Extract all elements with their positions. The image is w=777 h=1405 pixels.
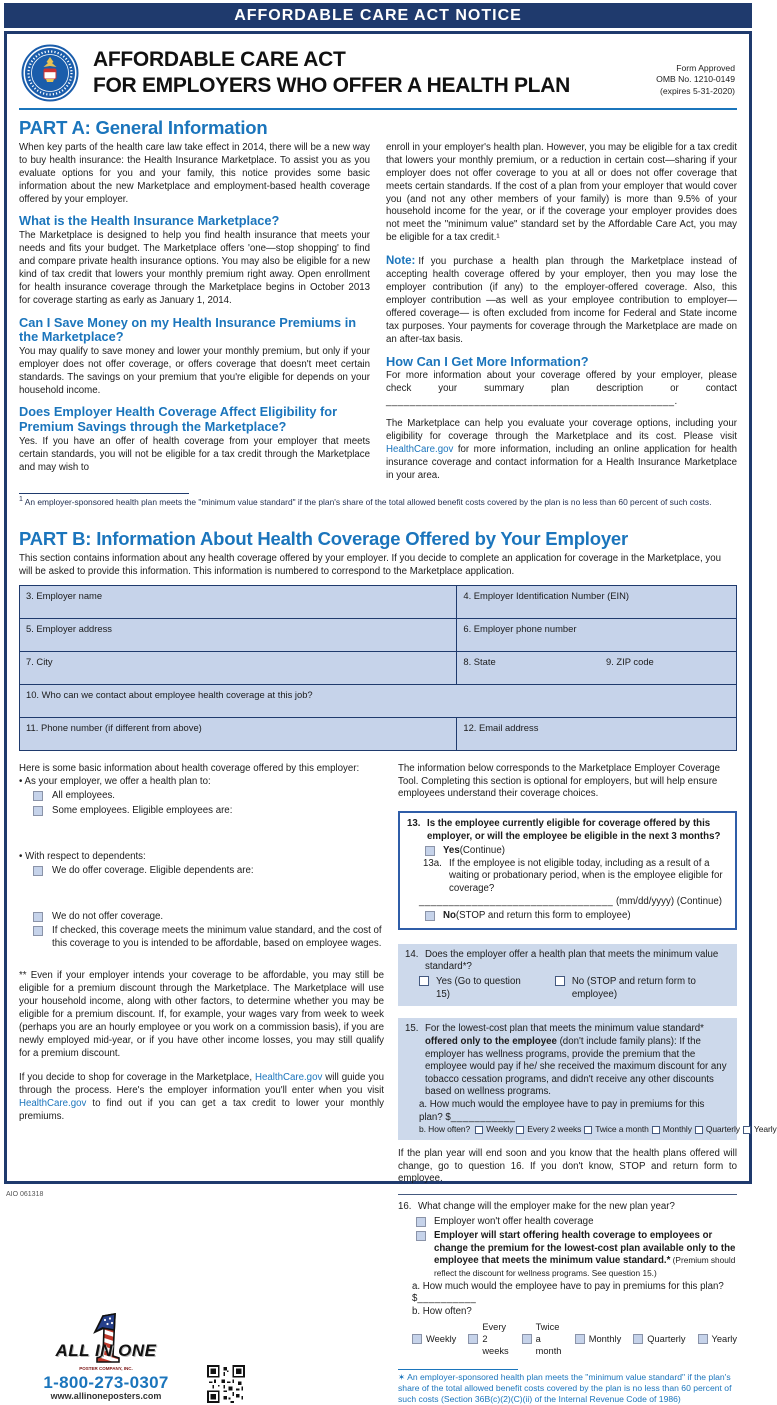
write-in-space[interactable] — [19, 879, 384, 905]
q16-biweekly-label: Every 2 weeks — [482, 1321, 509, 1356]
employer-address-field[interactable]: 5. Employer address — [20, 619, 457, 652]
q15-twice-month-label: Twice a month — [595, 1124, 649, 1135]
option-no-dependent-coverage — [33, 911, 384, 924]
q13-no-rest: (STOP and return this form to employee) — [455, 910, 631, 922]
q13-yes-option — [425, 845, 728, 858]
q13a-date-blank[interactable]: _________________________________ — [418, 895, 614, 907]
state-zip-cell — [457, 652, 737, 685]
q13a-text: If the employee is not eligible today, including as a result of a waiting or probationary period, when is the employee eligible for coverage? — [449, 857, 723, 895]
q15-yearly-label: Yearly — [753, 1124, 777, 1135]
all-employees-label: All employees. — [52, 789, 115, 801]
no-dependent-coverage-checkbox[interactable] — [33, 912, 43, 922]
qr-code-icon — [207, 1365, 245, 1403]
state-field[interactable]: 8. State — [463, 656, 496, 668]
poster-title-line1: AFFORDABLE CARE ACT — [93, 47, 346, 71]
plan-offer-bullet: • As your employer, we offer a health plan to: — [19, 776, 211, 788]
question-15-number: 15. — [405, 1023, 419, 1035]
q15-frequency-row — [419, 1124, 777, 1135]
footnote-rule — [19, 493, 189, 494]
q16-biweekly-checkbox[interactable] — [468, 1334, 478, 1344]
part-a-left-column — [19, 142, 370, 483]
brand-name: ALL IN ONE — [55, 1341, 157, 1361]
table-row — [20, 619, 737, 652]
plan-year-note: If the plan year will end soon and you know that the health plans offered will change, go to question 16. If you don't know, STOP and return form to employee. — [398, 1148, 737, 1185]
shop-text-post: to find out if you can get a tax credit to lower your monthly premiums. — [19, 1098, 384, 1123]
lower-columns — [19, 763, 777, 1405]
q15-weekly-checkbox[interactable] — [475, 1126, 483, 1134]
q16-option-2-bold: Employer will start offering health coverage to employees or change the premium for the lowest-cost plan available only to the employee that meets the minimum value standard.* — [434, 1230, 736, 1267]
q15-premium-blank[interactable]: ___________ — [450, 1111, 516, 1123]
q16-twice-month-option — [522, 1321, 563, 1357]
footnote-rule — [398, 1369, 518, 1370]
zip-field[interactable]: 9. ZIP code — [605, 656, 654, 668]
shop-text-pre: If you decide to shop for coverage in the Marketplace, — [19, 1072, 255, 1084]
option-all-employees — [33, 790, 384, 803]
q16-option-2-label — [434, 1230, 737, 1280]
publisher-logo — [31, 1318, 181, 1403]
footnote-mark: 1 — [19, 495, 23, 503]
q13-yes-bold: Yes — [443, 845, 460, 857]
healthcare-gov-link[interactable]: HealthCare.gov — [254, 1072, 323, 1084]
part-a-footnote — [19, 493, 737, 507]
employer-info-table — [19, 585, 737, 751]
option-dependents-covered — [33, 865, 384, 878]
evaluate-text-post: for more information, including an online application for health insurance coverage and contact information for a Health Insurance Marketplace in your area. — [386, 443, 737, 481]
q16-yearly-option — [698, 1333, 738, 1345]
q13-no-checkbox[interactable] — [425, 911, 435, 921]
brand-subtitle: POSTER COMPANY, INC. — [79, 1366, 133, 1372]
publisher-phone[interactable]: 1-800-273-0307 — [43, 1373, 169, 1393]
shop-paragraph — [19, 1072, 384, 1124]
minimum-value-checkbox[interactable] — [33, 926, 43, 936]
q13-no-bold: No — [443, 910, 456, 922]
question-14-title: Does the employer offer a health plan that meets the minimum value standard*? — [425, 948, 719, 973]
q13a-row — [423, 858, 728, 896]
save-money-body: You may qualify to save money and lower your monthly premium, but only if your employer does not offer coverage, or offers coverage that doesn't meet certain standards. The savings on your premium that you're eligible for depends on your household income. — [19, 345, 370, 396]
minimum-value-footnote — [398, 1369, 737, 1405]
q16-quarterly-label: Quarterly — [647, 1333, 686, 1344]
tool-intro: The information below corresponds to the Marketplace Employer Coverage Tool. Completing this section is optional for employers, but will help ensure employees understand their coverage choices. — [398, 763, 721, 800]
question-16-title: What change will the employer make for the new plan year? — [418, 1201, 675, 1213]
q16-a-label: a. How much would the employee have to pay in premiums for this plan? $ — [412, 1280, 724, 1305]
q16-option-2 — [416, 1230, 737, 1280]
dependents-covered-label: We do offer coverage. Eligible dependents are: — [52, 864, 254, 876]
omb-approval — [619, 49, 735, 98]
q15-yearly-checkbox[interactable] — [743, 1126, 751, 1134]
q14-no-label: No (STOP and return form to employee) — [571, 976, 696, 1000]
q16-weekly-checkbox[interactable] — [412, 1334, 422, 1344]
q15-quarterly-checkbox[interactable] — [695, 1126, 703, 1134]
q16-monthly-option — [575, 1333, 622, 1345]
q16-monthly-checkbox[interactable] — [575, 1334, 585, 1344]
question-13-number: 13. — [407, 817, 421, 829]
q15-monthly-checkbox[interactable] — [652, 1126, 660, 1134]
all-employees-checkbox[interactable] — [33, 791, 43, 801]
q14-yes-checkbox[interactable] — [419, 976, 429, 986]
q16-yearly-checkbox[interactable] — [698, 1334, 708, 1344]
q13a-date-format: (mm/dd/yyyy) (Continue) — [613, 895, 722, 907]
part-b-heading: PART B: Information About Health Coverage Offered by Your Employer — [19, 528, 629, 550]
q16-monthly-label: Monthly — [588, 1333, 622, 1344]
q16-quarterly-checkbox[interactable] — [633, 1334, 643, 1344]
q13-yes-checkbox[interactable] — [425, 846, 435, 856]
q16-no-coverage-checkbox[interactable] — [416, 1217, 426, 1227]
dependents-bullet: • With respect to dependents: — [19, 850, 146, 862]
part-a-right-column — [386, 142, 737, 483]
q16-weekly-label: Weekly — [426, 1333, 457, 1344]
q16-quarterly-option — [633, 1333, 685, 1345]
contact-person-field[interactable]: 10. Who can we contact about employee health coverage at this job? — [20, 685, 737, 718]
q14-yes-option — [419, 976, 529, 1001]
dependents-covered-checkbox[interactable] — [33, 866, 43, 876]
q16-option-1 — [416, 1216, 737, 1229]
ein-field[interactable]: 4. Employer Identification Number (EIN) — [457, 586, 737, 619]
more-info-text: For more information about your coverage offered by your employer, please check your summary plan description or contact — [386, 370, 737, 395]
employer-basic-info-column — [19, 763, 384, 1405]
q16-start-coverage-checkbox[interactable] — [416, 1231, 426, 1241]
q13-no-label — [443, 910, 631, 923]
q15-a-row — [419, 1099, 730, 1124]
table-row — [20, 718, 737, 751]
omb-expiry: (expires 5-31-2020) — [660, 85, 735, 96]
table-row — [20, 586, 737, 619]
part-a-intro: When key parts of the health care law take effect in 2014, there will be a new way to buy health insurance: the Health Insurance Marketplace. To assist you as you evaluate options for you and your family, this notice provides some basic information about the new Marketplace and employment-based health coverage offered by your employer. — [19, 142, 370, 205]
q13-yes-rest: (Continue) — [459, 845, 505, 857]
print-code: AIO 061318 — [6, 1191, 44, 1198]
q15-a-label: a. How much would the employee have to pay in premiums for this plan? $ — [419, 1098, 705, 1123]
q16-a-row — [412, 1281, 737, 1306]
more-info-heading: How Can I Get More Information? — [386, 353, 589, 369]
q16-yearly-label: Yearly — [711, 1333, 737, 1344]
part-a-heading: PART A: General Information — [19, 117, 268, 138]
question-16-number: 16. — [398, 1201, 412, 1213]
q13a-number: 13a. — [423, 857, 442, 869]
contact-blank-line[interactable]: _________________________________________________. — [386, 396, 678, 408]
divider — [398, 1194, 737, 1195]
employer-phone-field[interactable]: 6. Employer phone number — [457, 619, 737, 652]
question-14-number: 14. — [405, 948, 419, 960]
no-dependent-coverage-label: We do not offer coverage. — [52, 910, 164, 922]
marketplace-tool-column — [398, 763, 777, 1405]
q14-options-row — [419, 976, 730, 1001]
q15-quarterly-label: Quarterly — [705, 1124, 740, 1135]
omb-number: OMB No. 1210-0149 — [656, 74, 735, 85]
email-field[interactable]: 12. Email address — [457, 718, 737, 751]
question-16-block — [398, 1201, 737, 1357]
some-employees-label: Some employees. Eligible employees are: — [52, 804, 233, 816]
evaluate-text-pre: The Marketplace can help you evaluate your coverage options, including your eligibility for coverage through the Marketplace and its cost. Please visit — [386, 418, 737, 443]
evaluate-paragraph — [386, 418, 737, 482]
write-in-space[interactable] — [19, 819, 384, 845]
more-info-body — [386, 370, 737, 409]
basic-info-intro: Here is some basic information about health coverage offered by this employer: — [19, 763, 360, 775]
question-15-box — [398, 1018, 777, 1140]
eligibility-body: Yes. If you have an offer of health coverage from your employer that meets certain standards, you will not be eligible for a tax credit through the Marketplace and may wish to — [19, 435, 370, 473]
q13a-date-row — [407, 896, 722, 909]
q15-b-label: b. How often? — [419, 1124, 471, 1135]
question-15-title-row — [405, 1023, 730, 1099]
masthead — [19, 40, 737, 110]
notice-title-bar: AFFORDABLE CARE ACT NOTICE — [4, 3, 752, 28]
city-field[interactable]: 7. City — [20, 652, 457, 685]
part-b-intro: This section contains information about any health coverage offered by your employer. If you decide to complete an application for coverage in the Marketplace, you will be asked to provide this information. This information is numbered to correspond to the Marketplace application. — [19, 553, 722, 578]
shop-text-mid: will guide you through the process. Here's the employer information you'll enter when you visit — [19, 1072, 384, 1097]
note-paragraph — [386, 254, 737, 347]
poster-title — [79, 47, 619, 100]
marketplace-question-body: The Marketplace is designed to help you find health insurance that meets your needs and fits your budget. The Marketplace offers 'one—stop shopping' to find and compare private health insurance options. You may also be eligible for a new kind of tax credit that lowers your monthly premium right away. Open enrollment for health insurance coverage through the Marketplace begins in October 2013 for coverage starting as early as January 1, 2014. — [19, 230, 370, 306]
healthcare-gov-link[interactable]: HealthCare.gov — [386, 443, 454, 455]
question-16-title-row — [398, 1201, 737, 1214]
q16-weekly-option — [412, 1333, 456, 1345]
question-13-title: Is the employee currently eligible for coverage offered by this employer, or will the employee be eligible in the next 3 months? — [427, 817, 721, 842]
q15-biweekly-label: Every 2 weeks — [527, 1124, 582, 1135]
q16-option-2-paren: (Premium should reflect the discount for wellness programs. See question 15.) — [434, 1255, 736, 1279]
q16-twice-month-label: Twice a month — [535, 1321, 562, 1356]
all-in-one-logo — [31, 1318, 181, 1370]
note-label: Note: — [386, 255, 416, 268]
poster-title-line2: FOR EMPLOYERS WHO OFFER A HEALTH PLAN — [93, 74, 570, 97]
note-body: If you purchase a health plan through the Marketplace instead of accepting health coverage offered by your employer, then you may lose the employer contribution (if any) to the employer-offered coverage. Also, this employer contribution —as well as your employee contribution to employer—offered coverage— is often excluded from income for Federal and State income tax purposes. Your payments for coverage through the Marketplace are made on an after-tax basis. — [386, 256, 737, 345]
q16-b-label: b. How often? — [412, 1305, 472, 1317]
q14-no-checkbox[interactable] — [555, 976, 565, 986]
q15-weekly-label: Weekly — [486, 1124, 514, 1135]
q15-twice-month-checkbox[interactable] — [584, 1126, 592, 1134]
phone2-field[interactable]: 11. Phone number (if different from above) — [20, 718, 457, 751]
q15-monthly-label: Monthly — [662, 1124, 692, 1135]
table-row — [20, 652, 737, 685]
publisher-website[interactable]: www.allinoneposters.com — [50, 1391, 162, 1402]
q16-option-1-label: Employer won't offer health coverage — [434, 1215, 594, 1227]
q13-no-option — [425, 910, 728, 923]
marketplace-question-heading: What is the Health Insurance Marketplace? — [19, 213, 280, 229]
department-of-labor-seal-icon — [21, 44, 79, 102]
form-approved: Form Approved — [676, 62, 735, 73]
save-money-heading: Can I Save Money on my Health Insurance Premiums in the Marketplace? — [19, 314, 357, 345]
question-13-title-row — [407, 818, 728, 843]
healthcare-gov-link[interactable]: HealthCare.gov — [19, 1098, 87, 1110]
q14-no-option — [555, 976, 730, 1001]
q16-frequency-row — [412, 1321, 737, 1357]
question-15-title — [425, 1023, 730, 1099]
footnote-text: An employer-sponsored health plan meets the "minimum value standard" if the plan's share of the total allowed benefit costs covered by the plan is no less than 60 percent of such costs. — [22, 496, 712, 507]
question-14-title-row — [405, 949, 730, 974]
some-employees-checkbox[interactable] — [33, 806, 43, 816]
enroll-paragraph: enroll in your employer's health plan. However, you may be eligible for a tax credit that lowers your monthly premium, or a reduction in certain cost—sharing if your employer does not offer coverage to you at all or does not offer coverage that meets certain standards. If the cost of a plan from your employer that would cover you (and not any other members of your family) is more than 9.5% of your household income for the year, or if the coverage your employer provides does not meet the "minimum value" standard set by the Affordable Care Act, you may be eligible for a tax credit.¹ — [386, 142, 737, 244]
minimum-value-label: If checked, this coverage meets the minimum value standard, and the cost of this coverage to you is intended to be affordable, based on employee wages. — [52, 925, 382, 950]
question-14-box — [398, 944, 737, 1006]
q15-text-3: (don't include family plans): If the employer has wellness programs, provide the premium that the employee would pay if he/ she received the maximum discount for any tobacco cessation programs, and didn't receive any other discounts based on wellness programs. — [425, 1035, 727, 1098]
q15-text-1: For the lowest-cost plan that meets the minimum value standard* — [425, 1023, 704, 1035]
q14-yes-label: Yes (Go to question 15) — [436, 976, 521, 1000]
footnote-mark: ✶ — [398, 1371, 406, 1382]
double-star-note: ** Even if your employer intends your coverage to be affordable, you may still be eligible for a premium discount through the Marketplace. The Marketplace will use your household income, along with other factors, to determine whether you may be eligible for a premium discount. If, for example, your wages vary from week to week (perhaps you are an hourly employee or you work on a commission basis), if you are newly employed mid-year, or if you have other income losses, you may still qualify for a premium discount. — [19, 970, 384, 1059]
part-a-columns — [19, 142, 737, 483]
option-some-employees — [33, 805, 384, 818]
q16-biweekly-option — [468, 1321, 509, 1357]
publisher-brand-block — [19, 1310, 384, 1405]
q15-text-bold: offered only to the employee — [425, 1035, 557, 1047]
q16-twice-month-checkbox[interactable] — [522, 1334, 532, 1344]
q16-premium-blank[interactable]: __________ — [417, 1293, 477, 1305]
option-minimum-value — [33, 925, 384, 951]
footnote-text: An employer-sponsored health plan meets the "minimum value standard" if the plan's share of the total allowed benefit costs covered by the plan is no less than 60 percent of such costs (Section 36B(c)(2)(C)(ii) of the Internal Revenue Code of 1986) — [398, 1371, 732, 1405]
q13-yes-label — [443, 845, 505, 858]
employer-name-field[interactable]: 3. Employer name — [20, 586, 457, 619]
eligibility-heading: Does Employer Health Coverage Affect Eligibility for Premium Savings through the Marketplace? — [19, 404, 338, 435]
table-row — [20, 685, 737, 718]
q15-biweekly-checkbox[interactable] — [516, 1126, 524, 1134]
question-13-box — [398, 811, 737, 930]
